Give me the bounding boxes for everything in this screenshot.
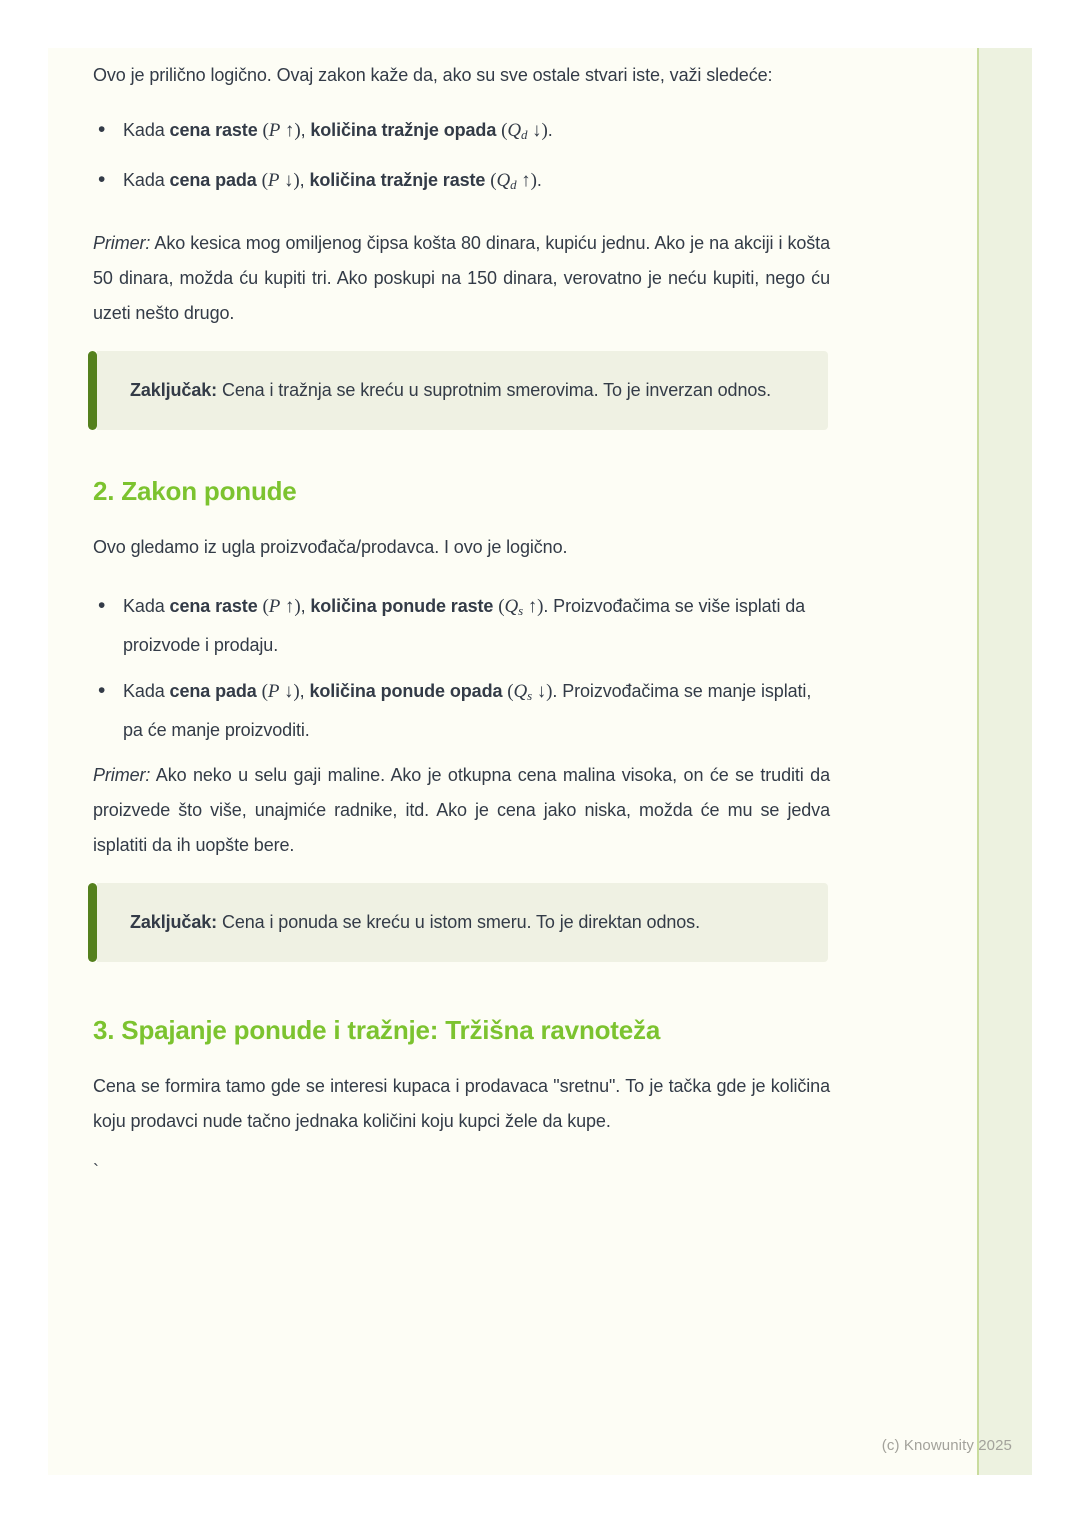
callout-accent-bar (88, 351, 97, 430)
text-segment: , (300, 120, 311, 140)
section-heading-equilibrium: 3. Spajanje ponude i tražnje: Tržišna ravnoteža (93, 1015, 661, 1045)
text-segment: Zaključak: (130, 912, 218, 932)
list-item (93, 589, 830, 663)
text-segment: P (267, 681, 280, 702)
conclusion-callout-demand (88, 351, 828, 430)
supply-bullet-list (93, 589, 830, 748)
callout-body (97, 351, 828, 430)
demand-example-paragraph (93, 226, 830, 331)
text-segment: cena pada (169, 170, 257, 190)
text-segment: Ako kesica mog omiljenog čipsa košta 80 dinara, kupiću jednu. Ako je na akciji i košta 50 dinara, možda ću kupiti tri. Ako poskupi na 150 dinara, verovatno je neću kupiti, nego ću uzeti nešto drugo. (93, 233, 830, 323)
text-segment: P (268, 596, 281, 617)
section-heading-supply: 2. Zakon ponude (93, 476, 297, 506)
text-segment: . (547, 120, 553, 140)
text-segment: Q (513, 681, 528, 702)
text-segment: količina tražnje opada (310, 120, 497, 140)
text-segment: s (518, 603, 524, 618)
text-segment: ( (262, 120, 269, 141)
intro-paragraph: Ovo je prilično logično. Ovaj zakon kaže da, ako su sve ostale stvari iste, važi sledeće: (93, 65, 773, 85)
text-segment: Kada (123, 596, 170, 616)
text-segment: Cena i tražnja se kreću u suprotnim smerovima. To je inverzan odnos. (217, 380, 772, 400)
list-item (93, 674, 830, 748)
text-segment: s (527, 688, 533, 703)
text-segment: ) (546, 681, 553, 702)
callout-body (97, 883, 828, 962)
supply-intro-paragraph: Ovo gledamo iz ugla proizvođača/prodavca. I ovo je logično. (93, 537, 568, 557)
text-segment: P (267, 170, 280, 191)
text-segment: d (521, 127, 528, 142)
text-segment: ↑ (523, 596, 538, 617)
text-segment: ( (261, 170, 268, 191)
text-segment: Primer: (93, 233, 151, 253)
text-segment: . Proizvođačima se manje isplati, pa će manje proizvoditi. (123, 681, 812, 740)
text-segment: ↑ (280, 596, 295, 617)
text-segment: cena pada (169, 681, 257, 701)
text-segment: , (300, 596, 311, 616)
text-segment: ↓ (279, 681, 294, 702)
text-segment: , (299, 170, 310, 190)
text-segment: količina ponude raste (310, 596, 494, 616)
text-segment: Q (496, 170, 511, 191)
callout-text (130, 373, 793, 408)
text-segment: , (299, 681, 310, 701)
text-segment: ( (501, 120, 508, 141)
text-segment: Q (504, 596, 519, 617)
text-segment: Primer: (93, 765, 151, 785)
text-segment: Cena i ponuda se kreću u istom smeru. To je direktan odnos. (217, 912, 700, 932)
callout-text (130, 905, 793, 940)
text-segment: P (268, 120, 281, 141)
text-segment: . (536, 170, 542, 190)
text-segment: ↑ (280, 120, 295, 141)
text-segment: ( (262, 596, 269, 617)
text-segment: Kada (123, 681, 170, 701)
stray-backtick-char: ` (93, 1161, 99, 1181)
text-segment: ↓ (527, 120, 542, 141)
note-page-card (48, 48, 1032, 1475)
conclusion-callout-supply (88, 883, 828, 962)
page-edge-stripe (977, 48, 1032, 1475)
text-segment: ( (507, 681, 514, 702)
text-segment: ) (541, 120, 548, 141)
text-segment: ↓ (532, 681, 547, 702)
text-segment: Zaključak: (130, 380, 218, 400)
text-segment: ) (537, 596, 544, 617)
supply-example-paragraph (93, 758, 830, 863)
text-segment: ) (530, 170, 537, 191)
text-segment: ) (294, 120, 301, 141)
callout-accent-bar (88, 883, 97, 962)
text-segment: ) (293, 681, 300, 702)
text-segment: ( (498, 596, 505, 617)
text-segment: d (510, 177, 517, 192)
text-segment: ( (490, 170, 497, 191)
text-segment: Kada (123, 120, 170, 140)
list-item (93, 113, 830, 152)
list-item (93, 163, 830, 202)
text-segment: Q (507, 120, 521, 141)
text-segment: cena raste (169, 596, 258, 616)
text-segment: količina ponude opada (309, 681, 503, 701)
page-content (93, 58, 830, 1189)
text-segment: količina tražnje raste (309, 170, 486, 190)
text-segment: . Proizvođačima se više isplati da proizvode i prodaju. (123, 596, 806, 655)
text-segment: ) (294, 596, 301, 617)
text-segment: ) (293, 170, 300, 191)
copyright-watermark: (c) Knowunity 2025 (881, 1437, 1012, 1454)
text-segment: ↑ (516, 170, 531, 191)
demand-bullet-list (93, 113, 830, 202)
text-segment: Ako neko u selu gaji maline. Ako je otkupna cena malina visoka, on će se truditi da proizvede što više, unajmiće radnike, itd. Ako je cena jako niska, možda će mu se jedva isplatiti da ih uopšte bere. (93, 765, 830, 855)
text-segment: ( (261, 681, 268, 702)
equilibrium-paragraph: Cena se formira tamo gde se interesi kupaca i prodavaca "sretnu". To je tačka gde je količina koju prodavci nude tačno jednaka količini koju kupci žele da kupe. (93, 1076, 830, 1131)
text-segment: ↓ (279, 170, 294, 191)
text-segment: Kada (123, 170, 170, 190)
text-segment: cena raste (169, 120, 258, 140)
